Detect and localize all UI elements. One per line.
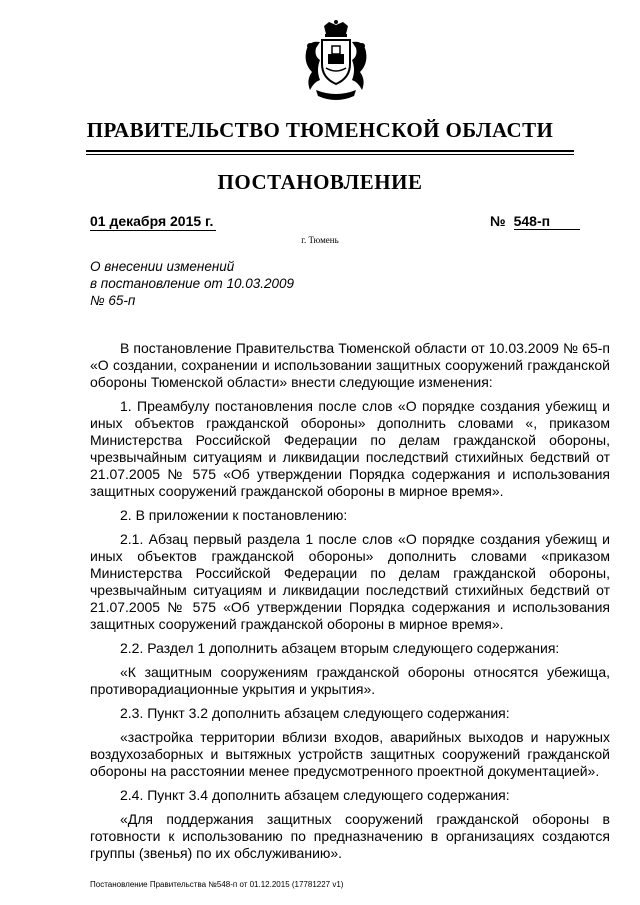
body-paragraph: «К защитным сооружениям гражданской обороны относятся убежища, противорадиационные укрытия и укрытия». [90, 664, 610, 697]
document-type-heading: ПОСТАНОВЛЕНИЕ [217, 170, 423, 194]
number-prefix: № [490, 213, 506, 229]
document-date: 01 декабря 2015 г. [90, 213, 216, 231]
body-paragraph: 2.3. Пункт 3.2 дополнить абзацем следующего содержания: [120, 705, 510, 721]
subject-line: № 65-п [90, 293, 136, 308]
body-paragraph: «застройка территории вблизи входов, аварийных выходов и наружных воздухозаборных и вытяжных устройств защитных сооружений гражданской обороны на расстоянии менее предусмотренного проектной документацией». [90, 729, 610, 779]
body-paragraph: «Для поддержания защитных сооружений гражданской обороны в готовности к использованию по предназначению в организациях создаются группы (звенья) по их обслуживанию». [90, 811, 610, 861]
body-paragraph: 2.1. Абзац первый раздела 1 после слов «О порядке создания убежищ и иных объектов гражданской обороны» дополнить словами «приказом Министерства Российской Федерации по делам гражданской обороны, чрезвычайным ситуациям и ликвидации последствий стихийных бедствий от 21.07.2005 № 575 «Об утверждении Порядка содержания и использования защитных сооружений гражданской обороны в мирное время». [90, 531, 610, 632]
document-footer: Постановление Правительства №548-п от 01.12.2015 (17781227 v1) [90, 880, 344, 889]
body-paragraph: 2.4. Пункт 3.4 дополнить абзацем следующего содержания: [120, 787, 510, 803]
city-label: г. Тюмень [301, 235, 339, 245]
body-paragraph: 2.2. Раздел 1 дополнить абзацем вторым следующего содержания: [120, 640, 560, 656]
body-paragraph: В постановление Правительства Тюменской области от 10.03.2009 № 65-п «О создании, сохранении и использовании защитных сооружений гражданской обороны Тюменской области» внести следующие изменения: [90, 340, 610, 390]
subject-block [90, 258, 294, 309]
coat-of-arms-icon [296, 20, 376, 106]
subject-line: в постановление от 10.03.2009 [90, 276, 295, 291]
body-paragraph: 2. В приложении к постановлению: [120, 507, 348, 523]
document-number [490, 213, 600, 231]
organization-title: ПРАВИТЕЛЬСТВО ТЮМЕНСКОЙ ОБЛАСТИ [86, 118, 554, 142]
document-body [90, 340, 610, 869]
header-divider-thin [86, 154, 574, 155]
number-value: 548-п [514, 213, 580, 230]
subject-line: О внесении изменений [90, 259, 235, 274]
body-paragraph: 1. Преамбулу постановления после слов «О порядке создания убежищ и иных объектов гражданской обороны» дополнить словами «, приказом Министерства Российской Федерации по делам гражданской обороны, чрезвычайным ситуациям и ликвидации последствий стихийных бедствий от 21.07.2005 № 575 «Об утверждении Порядка содержания и использования защитных сооружений гражданской обороны в мирное время». [90, 398, 610, 499]
header-divider [86, 150, 574, 152]
